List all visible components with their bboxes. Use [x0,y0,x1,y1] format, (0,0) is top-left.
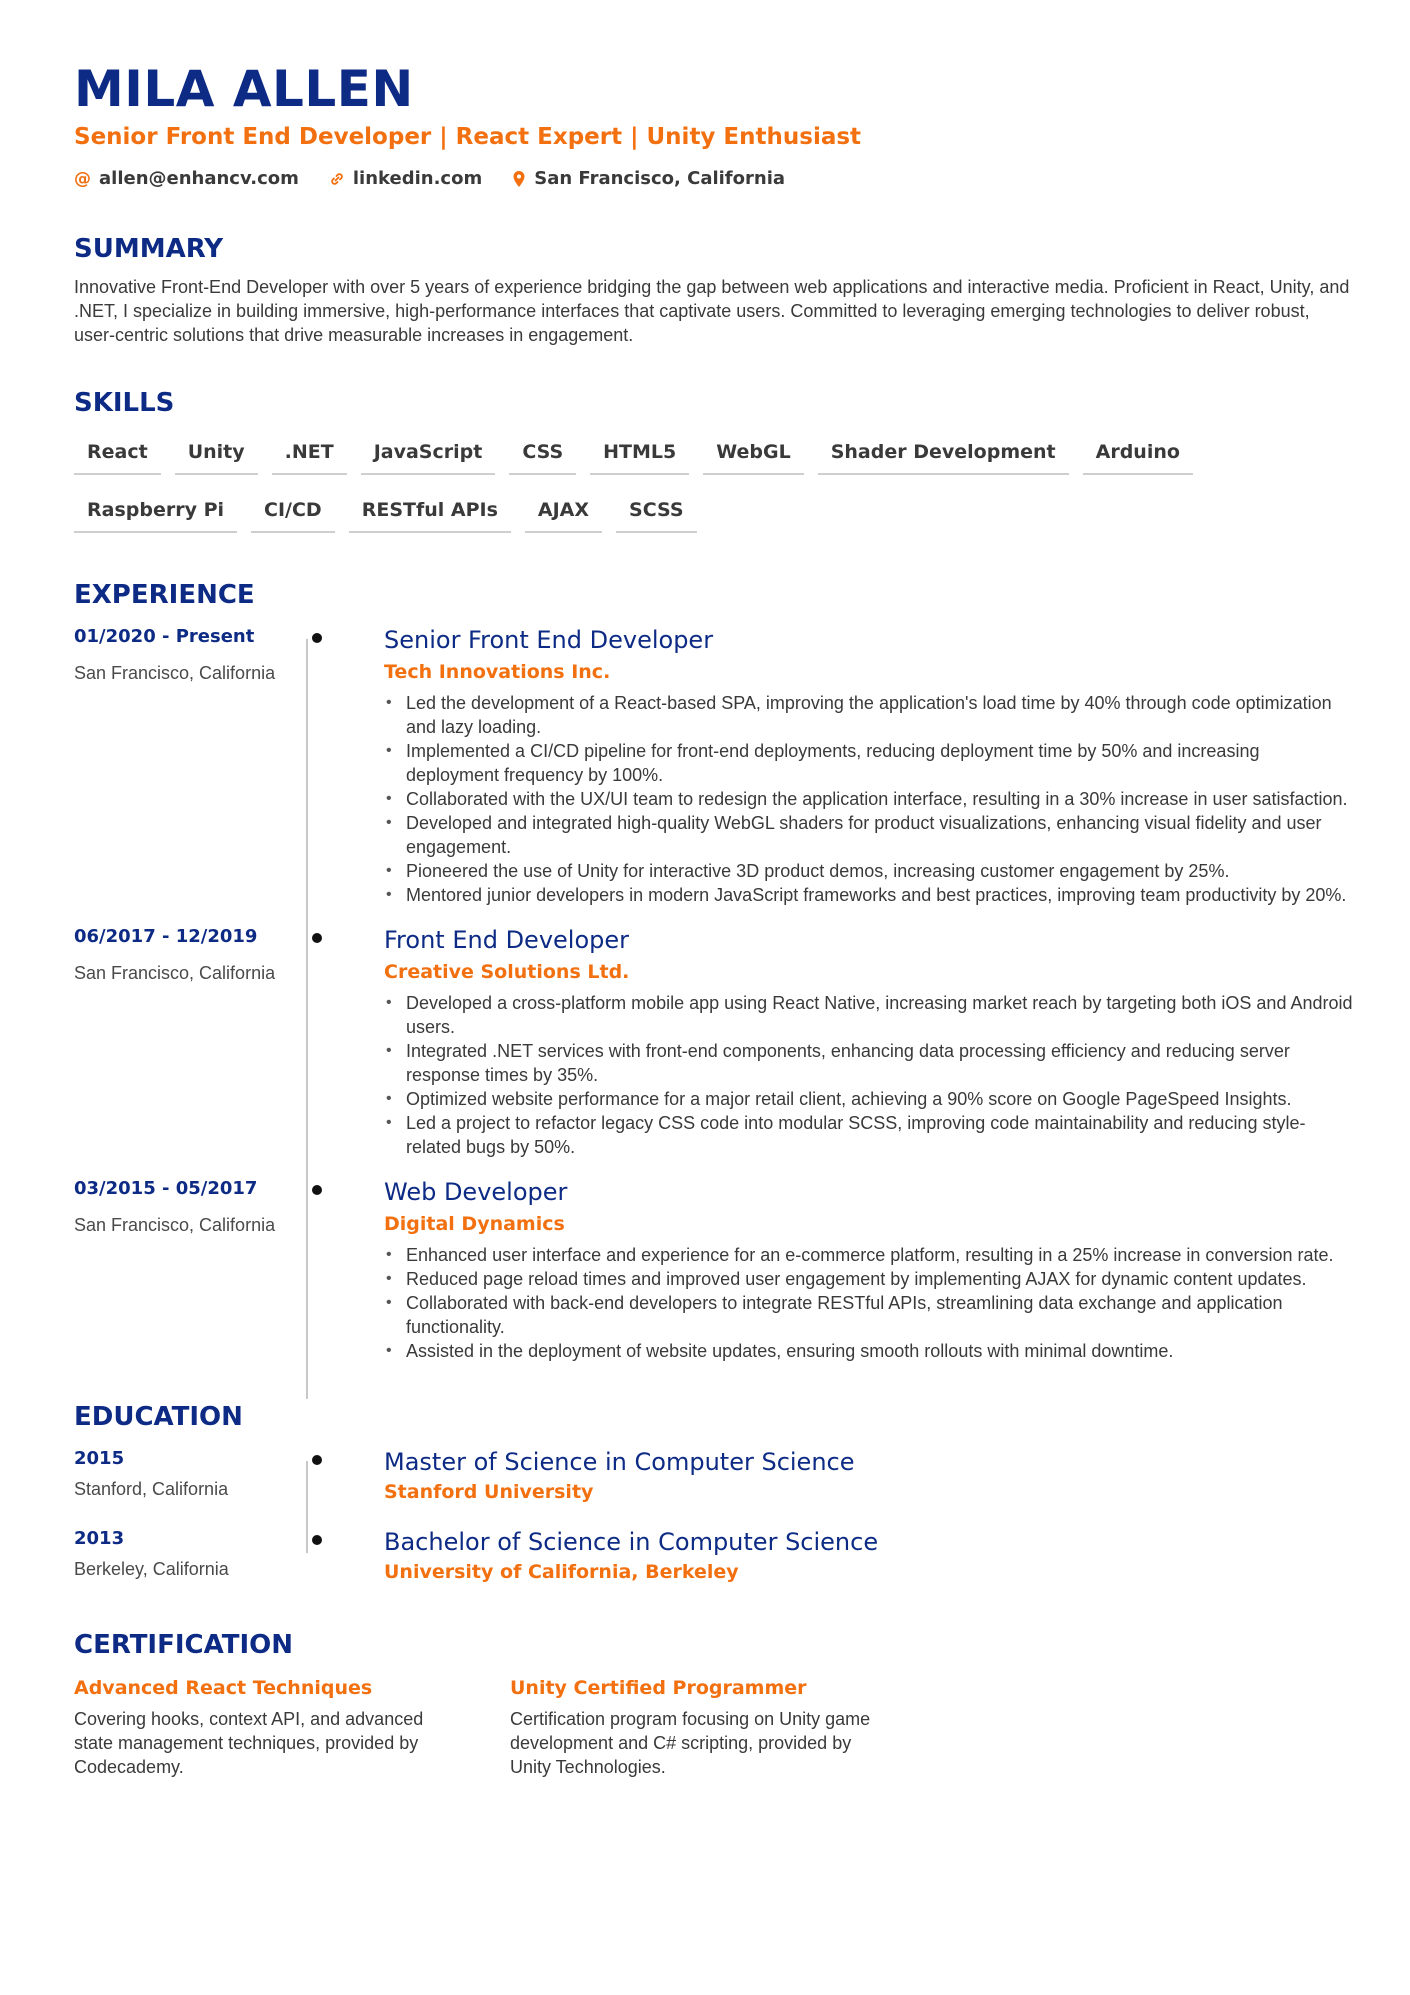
contact-email-text: allen@enhancv.com [99,168,299,189]
experience-entry [74,1177,1354,1363]
job-date: 03/2015 - 05/2017 [74,1178,258,1199]
job-bullets [384,1243,1354,1363]
job-role: Front End Developer [384,926,630,954]
job-bullet: • Collaborated with the UX/UI team to redesign the application interface, resulting in a 30% increase in user satisfaction. [406,787,1354,811]
skill-tag: Unity [175,435,258,475]
skills-list [74,435,1354,533]
summary-title: SUMMARY [74,234,224,264]
job-date: 06/2017 - 12/2019 [74,926,258,947]
job-bullet: • Collaborated with back-end developers to integrate RESTful APIs, streamlining data exchange and application functionality. [406,1291,1354,1339]
job-bullet: • Optimized website performance for a major retail client, achieving a 90% score on Google PageSpeed Insights. [406,1087,1354,1111]
job-bullet: • Reduced page reload times and improved user engagement by implementing AJAX for dynamic content updates. [406,1267,1354,1291]
edu-location: Stanford, California [74,1479,229,1499]
skill-tag: SCSS [616,493,697,533]
job-location: San Francisco, California [74,963,276,983]
summary-text: Innovative Front-End Developer with over 5 years of experience bridging the gap between web applications and interactive media. Proficient in React, Unity, and .NET, I specialize in building immersive, high-performance interfaces that captivate users. Committed to leveraging emerging technologies to deliver robust, user-centric solutions that drive measurable increases in engagement. [74,277,1350,345]
job-role: Senior Front End Developer [384,626,714,654]
skill-tag: Raspberry Pi [74,493,237,533]
job-bullet: • Implemented a CI/CD pipeline for front-end deployments, reducing deployment time by 50% and increasing deployment frequency by 100%. [406,739,1354,787]
resume-page [74,60,1354,1779]
certification-item [74,1675,510,1779]
contact-email[interactable] [74,168,299,189]
timeline-dot [312,1455,322,1465]
education-section [74,1401,1354,1585]
contact-linkedin-text: linkedin.com [352,168,483,189]
edu-degree: Bachelor of Science in Computer Science [384,1528,879,1556]
certification-title: CERTIFICATION [74,1630,293,1660]
skill-tag: .NET [272,435,347,475]
edu-institution: University of California, Berkeley [384,1561,739,1583]
edu-institution: Stanford University [384,1481,594,1503]
education-title: EDUCATION [74,1402,243,1432]
skill-tag: CI/CD [251,493,335,533]
skill-tag: WebGL [703,435,803,475]
job-location: San Francisco, California [74,1215,276,1235]
edu-year: 2015 [74,1448,125,1469]
timeline-dot [312,1535,322,1545]
job-bullet: • Developed a cross-platform mobile app using React Native, increasing market reach by targeting both iOS and Android users. [406,991,1354,1039]
job-bullet: • Assisted in the deployment of website updates, ensuring smooth rollouts with minimal downtime. [406,1339,1354,1363]
link-icon [329,171,345,187]
education-timeline [74,1447,1354,1585]
education-entry [74,1447,1354,1505]
cert-description: Certification program focusing on Unity game development and C# scripting, provided by Unity Technologies. [510,1709,871,1777]
certification-list [74,1675,1354,1779]
skills-section [74,387,1354,533]
job-bullet: • Integrated .NET services with front-end components, enhancing data processing efficiency and reducing server response times by 35%. [406,1039,1354,1087]
skill-tag: JavaScript [361,435,496,475]
job-bullet: • Enhanced user interface and experience for an e-commerce platform, resulting in a 25% increase in conversion rate. [406,1243,1354,1267]
experience-title: EXPERIENCE [74,580,255,610]
candidate-name: MILA ALLEN [74,60,414,118]
edu-degree: Master of Science in Computer Science [384,1448,855,1476]
experience-entry [74,625,1354,907]
certification-section [74,1629,1354,1779]
experience-timeline [74,625,1354,1363]
location-pin-icon [512,170,526,188]
job-bullet: • Mentored junior developers in modern JavaScript frameworks and best practices, improving team productivity by 20%. [406,883,1354,907]
job-bullet: • Led a project to refactor legacy CSS code into modular SCSS, improving code maintainability and reducing style-related bugs by 50%. [406,1111,1354,1159]
edu-location: Berkeley, California [74,1559,229,1579]
contact-location-text: San Francisco, California [534,168,786,189]
skill-tag: RESTful APIs [349,493,511,533]
contact-location [512,168,785,189]
cert-title: Advanced React Techniques [74,1677,373,1699]
edu-year: 2013 [74,1528,125,1549]
cert-title: Unity Certified Programmer [510,1677,807,1699]
job-company: Digital Dynamics [384,1213,565,1235]
contact-row [74,168,1354,189]
job-bullet: • Pioneered the use of Unity for interactive 3D product demos, increasing customer engagement by 25%. [406,859,1354,883]
contact-linkedin[interactable] [329,168,482,189]
skill-tag: React [74,435,161,475]
experience-section [74,579,1354,1363]
timeline-dot [312,933,322,943]
job-bullets [384,991,1354,1159]
at-icon: @ [74,168,91,189]
skill-tag: Shader Development [818,435,1069,475]
job-location: San Francisco, California [74,663,276,683]
timeline-dot [312,1185,322,1195]
certification-item [510,1675,946,1779]
job-company: Tech Innovations Inc. [384,661,611,683]
skills-title: SKILLS [74,388,175,418]
job-bullet: • Led the development of a React-based SPA, improving the application's load time by 40% through code optimization and lazy loading. [406,691,1354,739]
job-bullet: • Developed and integrated high-quality WebGL shaders for product visualizations, enhancing visual fidelity and user engagement. [406,811,1354,859]
skill-tag: CSS [509,435,576,475]
job-bullets [384,691,1354,907]
summary-section [74,233,1354,347]
job-role: Web Developer [384,1178,568,1206]
job-date: 01/2020 - Present [74,626,255,647]
experience-entry [74,925,1354,1159]
timeline-dot [312,633,322,643]
skill-tag: HTML5 [590,435,689,475]
education-entry [74,1527,1354,1585]
candidate-tagline: Senior Front End Developer | React Expert | Unity Enthusiast [74,124,862,150]
job-company: Creative Solutions Ltd. [384,961,630,983]
skill-tag: Arduino [1083,435,1193,475]
skill-tag: AJAX [525,493,602,533]
cert-description: Covering hooks, context API, and advanced state management techniques, provided by Codecademy. [74,1709,424,1777]
